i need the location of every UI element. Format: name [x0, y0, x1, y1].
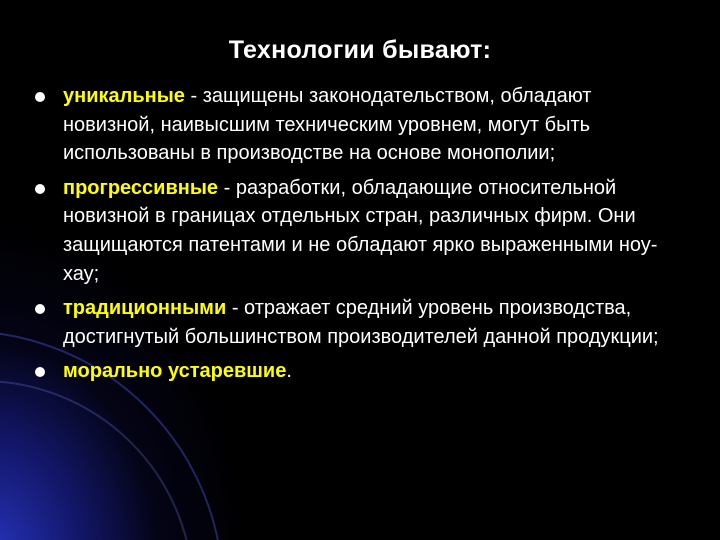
- decorative-glow-arc-inner: [0, 380, 194, 540]
- list-item-unique: [32, 82, 682, 168]
- list-item-traditional: [32, 294, 682, 351]
- item-text: .: [286, 360, 292, 383]
- bullet-icon: [35, 304, 45, 314]
- item-term: уникальные: [63, 85, 185, 107]
- item-term: морально устаревшие: [63, 360, 287, 383]
- list-item-obsolete: [32, 357, 682, 386]
- item-text: - отражает средний уровень производства, достигнутый большинством производителей данной продукции;: [63, 297, 659, 348]
- item-text: - разработки, обладающие относительной новизной в границах отдельных стран, различных фирм. Они защищаются патентами и не обладают ярко выраженными ноу-хау;: [63, 176, 658, 285]
- bullet-list: [32, 82, 682, 392]
- item-text: - защищены законодательством, обладают новизной, наивысшим техническим уровнем, могут быть использованы в производстве на основе монополии;: [63, 85, 592, 165]
- bullet-icon: [35, 184, 45, 194]
- list-item-progressive: [32, 174, 682, 288]
- bullet-icon: [35, 92, 45, 102]
- item-term: прогрессивные: [63, 176, 219, 199]
- item-term: традиционными: [63, 297, 227, 320]
- slide-title: Технологии бывают:: [228, 36, 492, 64]
- bullet-icon: [35, 367, 45, 377]
